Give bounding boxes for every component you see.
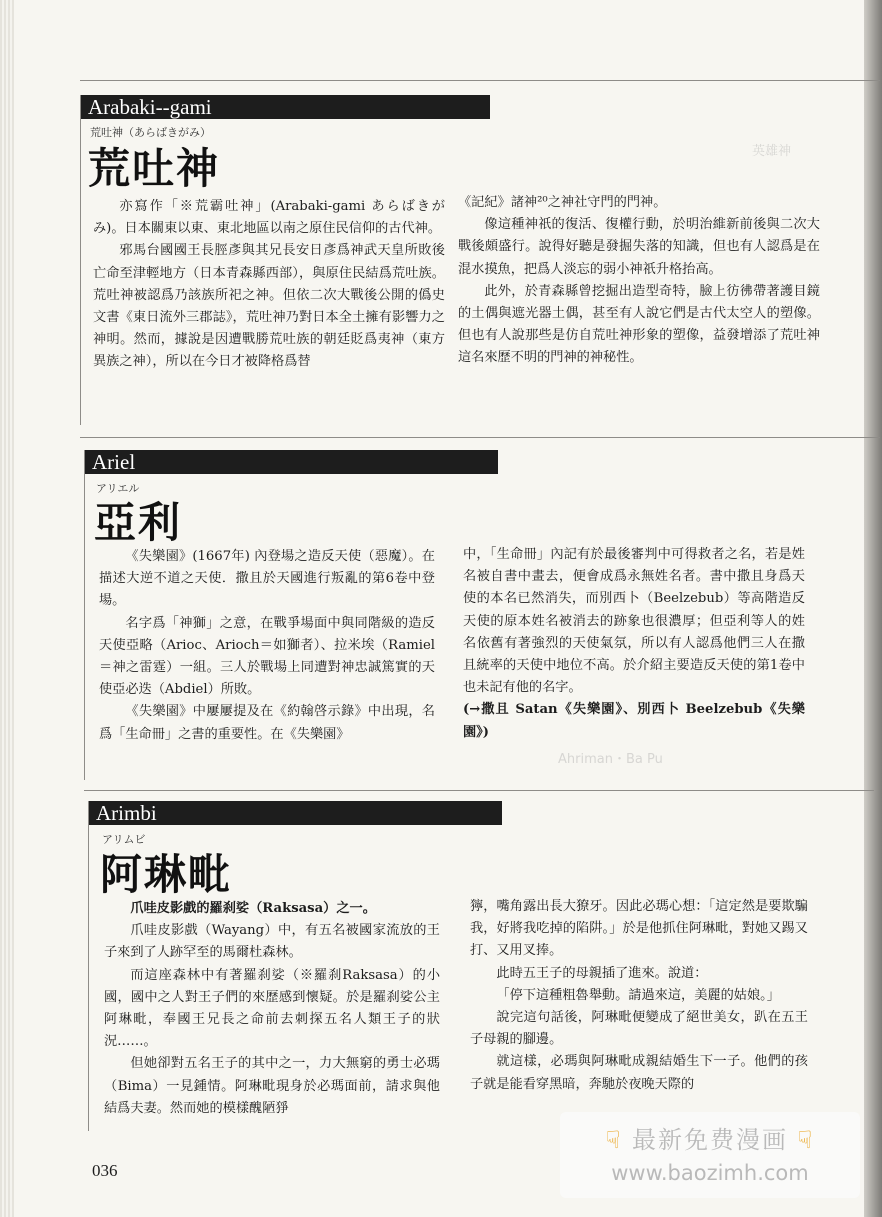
entry-body-right	[463, 544, 805, 744]
entry-rule-top	[80, 437, 880, 438]
watermark-url: www.baozimh.com	[611, 1161, 809, 1185]
page-number: 036	[92, 1161, 118, 1180]
binding-shadow	[864, 0, 882, 1217]
entry-reading: アリエル	[96, 482, 140, 495]
entry-reading: アリムビ	[102, 833, 146, 846]
bleed-through-text-1: 英雄神	[752, 144, 792, 159]
paragraph: 而這座森林中有著羅刹娑（※羅刹Raksasa）的小國，國中之人對王子們的來歷感到懷疑。於是羅刹娑公主阿琳毗，奉國王兄長之命前去刺探五名人類王子的狀況……。	[104, 967, 440, 1050]
paragraph: 獰，嘴角露出長大獠牙。因此必瑪心想：「這定然是要欺騙我，好將我吃掉的陷阱。」於是他抓住阿琳毗，對她又踢又打、又用叉捧。	[470, 899, 808, 959]
paragraph: 但她卻對五名王子的其中之一，力大無窮的勇士必瑪（Bima）一見鍾情。阿琳毗現身於必瑪面前，請求與他結爲夫妻。然而她的模樣醜陋猙	[104, 1056, 440, 1116]
watermark-title: 最新免费漫画	[632, 1126, 788, 1154]
entry-body-left	[99, 546, 435, 746]
paragraph: 「停下這種粗魯舉動。請過來這，美麗的姑娘。」	[496, 987, 780, 1003]
entry-title: 阿琳毗	[100, 850, 233, 899]
entry-left-rule	[80, 95, 81, 425]
watermark-line-1	[560, 1120, 860, 1155]
paragraph: 中，「生命冊」內記有於最後審判中可得救者之名，若是姓名被自書中畫去，便會成爲永無姓名者。書中撒且身爲天使的本名已然消失，而別西卜（Beelzebub）等高階造反天使的原本姓名被消去的跡象也很濃厚；但亞利等人的姓名依舊有著強烈的天使氣氛，所以有人認爲他們三人在撒且統率的天使中地位不高。於介紹主要造反天使的第1卷中也未記有他的名字。	[463, 547, 805, 696]
paragraph: 亦寫作「※荒霸吐神」(Arabaki-gami あらばきがみ)。日本關東以東、東北地區以南之原住民信仰的古代神。	[93, 199, 445, 237]
paragraph: 此外，於青森縣曾挖掘出造型奇特，臉上彷彿帶著護目鏡的土偶與遮光器土偶，甚至有人說它們是古代太空人的塑像。但也有人說那些是仿自荒吐神形象的塑像，益發增添了荒吐神這名來歷不明的門神的神秘性。	[458, 283, 820, 366]
site-watermark	[560, 1112, 860, 1198]
paragraph: 此時五王子的母親插了進來。說道：	[496, 965, 708, 981]
paragraph: 像這種神祇的復活、復權行動，於明治維新前後與二次大戰後頗盛行。說得好聽是發掘失落的知識，但也有人認爲是在混水摸魚，把爲人淡忘的弱小神祇升格抬高。	[458, 217, 820, 277]
paragraph: 爪哇皮影戲（Wayang）中，有五名被國家流放的王子來到了人跡罕至的馬爾杜森林。	[104, 923, 440, 961]
entry-body-left	[104, 898, 440, 1120]
entry-rule-top	[84, 790, 874, 791]
entry-left-rule	[84, 450, 85, 780]
paragraph: 就這樣，必瑪與阿琳毗成親結婚生下一子。他們的孩子就是能看穿黑暗，奔馳於夜晚天際的	[470, 1054, 808, 1092]
entry-romaji-band: Ariel	[84, 450, 498, 474]
paragraph: 邪馬台國國王長脛彥與其兄長安日彥爲神武天皇所敗後亡命至津輕地方（日本青森縣西部），與原住民結爲荒吐族。荒吐神被認爲乃該族所祀之神。但依二次大戰後公開的僞史文書《東日流外三郡誌》，荒吐神乃對日本全土擁有影響力之神明。然而，據說是因遭戰勝荒吐族的朝廷貶爲夷神（東方異族之神），所以在今日才被降格爲替	[93, 243, 445, 370]
entry-body-left	[93, 196, 445, 374]
page-edge-stack	[0, 0, 14, 1217]
entry-body-right	[458, 192, 820, 370]
paragraph: 《失樂園》中屢屢提及在《約翰啓示錄》中出現，名爲「生命冊」之書的重要性。在《失樂園》	[99, 704, 435, 742]
entry-body-right	[470, 896, 808, 1096]
entry-left-rule	[88, 801, 89, 1131]
paragraph: 說完這句話後，阿琳毗便變成了絕世美女，趴在五王子母親的腳邊。	[470, 1010, 808, 1048]
cross-reference: (→撒且 Satan《失樂園》、別西卜 Beelzebub《失樂園》)	[463, 702, 805, 740]
pointing-hand-icon: ☟	[605, 1126, 623, 1154]
entry-romaji-band: Arimbi	[88, 801, 502, 825]
paragraph: 《失樂園》(1667年) 內登場之造反天使（惡魔）。在描述大逆不道之天使．撒且於天國進行叛亂的第6卷中登場。	[99, 549, 435, 609]
paragraph: 名字爲「神獅」之意，在戰爭場面中與同階級的造反天使亞略（Arioc、Arioch＝如獅者）、拉米埃（Ramiel＝神之雷霆）一組。三人於戰場上同遭對神忠誠篤實的天使亞必迭（Abdiel）所敗。	[99, 615, 435, 698]
pointing-hand-icon: ☟	[797, 1126, 815, 1154]
entry-lead: 爪哇皮影戲的羅刹娑（Raksasa）之一。	[130, 901, 376, 916]
paragraph: 《記紀》諸神²⁰之神社守門的門神。	[458, 195, 667, 210]
entry-reading: 荒吐神（あらばきがみ）	[90, 126, 211, 139]
bleed-through-text-2: Ahriman・Ba Pu	[558, 752, 663, 767]
entry-rule-top	[80, 80, 880, 81]
entry-romaji-band: Arabaki--gami	[80, 95, 490, 119]
entry-title: 亞利	[94, 498, 183, 547]
entry-title: 荒吐神	[88, 144, 221, 193]
